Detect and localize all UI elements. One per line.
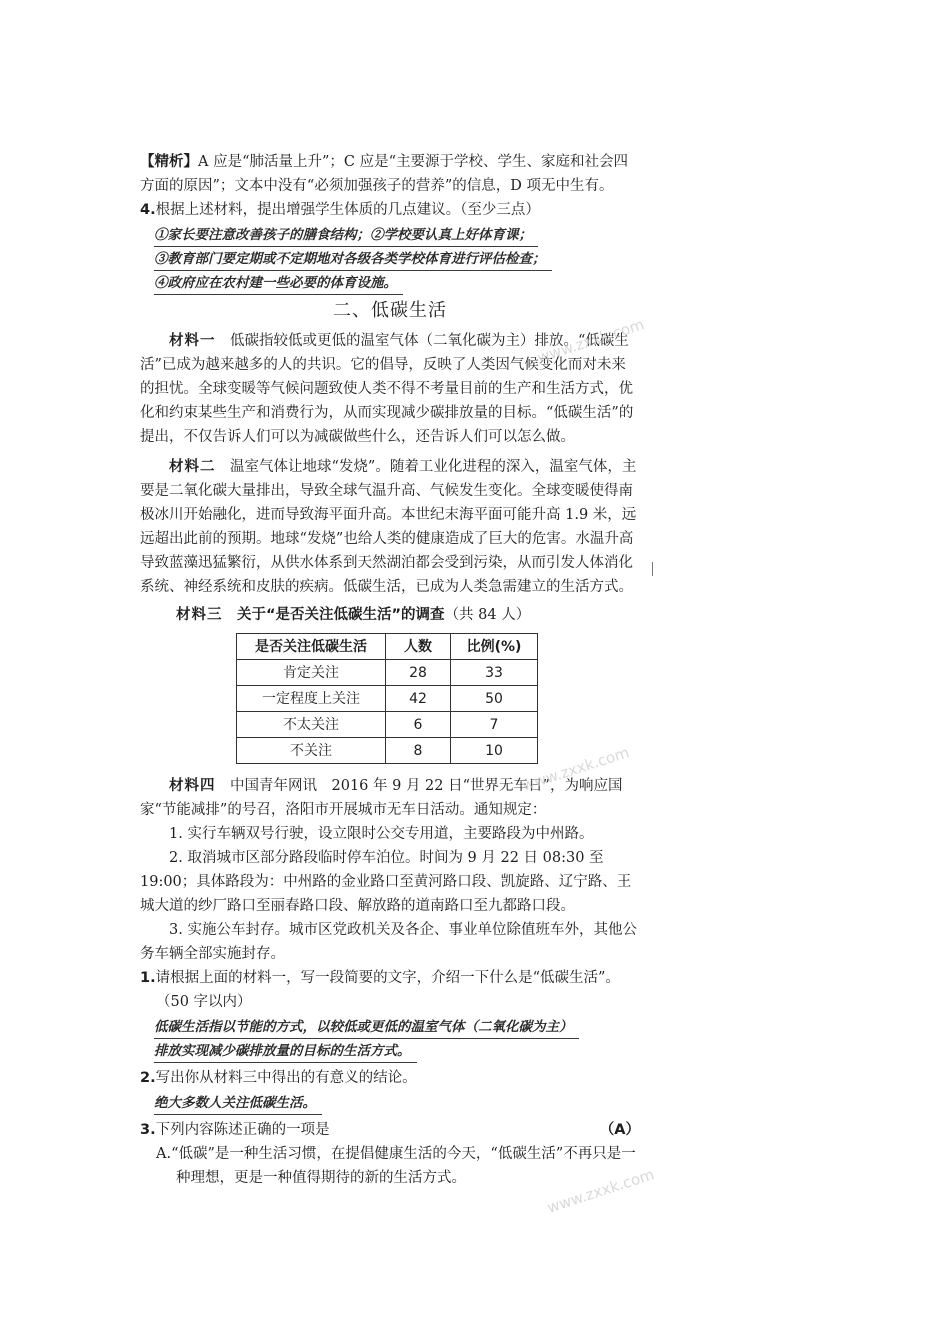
answer-line: 排放实现减少碳排放量的目标的生活方式。: [154, 1040, 417, 1063]
table-cell: 8: [386, 738, 451, 764]
question-1-text: 请根据上面的材料一，写一段简要的文字，介绍一下什么是“低碳生活”。（50 字以内）: [155, 970, 620, 1010]
material-2: [140, 455, 640, 599]
material-2-text: 温室气体让地球“发烧”。随着工业化进程的深入，温室气体，主要是二氧化碳大量排出，导致全球气温升高、气候发生变化。全球变暖使得南极冰川开始融化，进而导致海平面升高。本世纪末海平面可能升高 1.9 米，远远超出此前的预期。地球“发烧”也给人类的健康造成了巨大的危害。水温升高导致蓝藻迅猛繁衍，从供水体系到天然湖泊都会受到污染，从而引发人体消化系统、神经系统和皮肤的疾病。低碳生活，已成为人类急需建立的生活方式。: [140, 459, 637, 595]
question-1-number: 1.: [140, 970, 156, 986]
watermark: www.zxxk.com: [544, 1165, 657, 1217]
survey-title: 关于“是否关注低碳生活”的调查: [237, 607, 445, 623]
material-4-item: 1. 实行车辆双号行驶，设立限时公交专用道，主要路段为中州路。: [169, 826, 594, 842]
material-2-label: 材料二: [169, 459, 216, 475]
table-cell: 10: [451, 738, 538, 764]
table-cell: 一定程度上关注: [237, 686, 386, 712]
question-3-text: 下列内容陈述正确的一项是: [155, 1122, 330, 1138]
table-header: 人数: [386, 634, 451, 660]
margin-mark: [652, 562, 653, 576]
table-row: [237, 738, 538, 764]
material-1-label: 材料一: [169, 333, 216, 349]
table-cell: 50: [451, 686, 538, 712]
table-row: [237, 712, 538, 738]
table-row: [237, 686, 538, 712]
question-2-number: 2.: [140, 1070, 156, 1086]
table-cell: 42: [386, 686, 451, 712]
table-row: [237, 660, 538, 686]
table-cell: 肯定关注: [237, 660, 386, 686]
question-3-number: 3.: [140, 1122, 156, 1138]
table-cell: 28: [386, 660, 451, 686]
table-cell: 7: [451, 712, 538, 738]
table-header: 是否关注低碳生活: [237, 634, 386, 660]
watermark: www.zxxk.com: [534, 315, 647, 367]
question-4-text: 根据上述材料，提出增强学生体质的几点建议。（至少三点）: [155, 202, 540, 218]
answer-line: ③教育部门要定期或不定期地对各级各类学校体育进行评估检查；: [154, 248, 552, 271]
question-3-answer: （A）: [599, 1122, 640, 1138]
analysis-text: A 应是“肺活量上升”；C 应是“主要源于学校、学生、家庭和社会四方面的原因”；文本中没有“必须加强孩子的营养”的信息，D 项无中生有。: [140, 154, 629, 194]
table-cell: 6: [386, 712, 451, 738]
question-4-answers: [140, 223, 640, 295]
survey-table: [236, 633, 538, 764]
material-4-item: 2. 取消城市区部分路段临时停车泊位。时间为 9 月 22 日 08:30 至 19:00；具体路段为：中州路的金业路口至黄河路口段、凯旋路、辽宁路、王城大道的纱厂路口至丽春路口段、解放路的道南路口至九都路口段。: [140, 850, 632, 914]
material-1: [140, 329, 640, 449]
material-3-caption: [140, 603, 640, 627]
question-3: [140, 1118, 640, 1142]
analysis-paragraph: [140, 150, 640, 198]
material-4-intro: 中国青年网讯 2016 年 9 月 22 日“世界无车日”，为响应国家“节能减排”的号召，洛阳市开展城市无车日活动。通知规定：: [140, 778, 623, 818]
page-content: [140, 150, 640, 1190]
answer-line: ④政府应在农村建一些必要的体育设施。: [154, 272, 403, 295]
table-cell: 不关注: [237, 738, 386, 764]
answer-line: 绝大多数人关注低碳生活。: [154, 1092, 322, 1115]
question-2-text: 写出你从材料三中得出的有意义的结论。: [155, 1070, 417, 1086]
question-4: [140, 198, 640, 222]
table-header-row: [237, 634, 538, 660]
material-1-text: 低碳指较低或更低的温室气体（二氧化碳为主）排放。“低碳生活”已成为越来越多的人的共识。它的倡导，反映了人类因气候变化而对未来的担忧。全球变暖等气候问题致使人类不得不考量目前的生产和生活方式，优化和约束某些生产和消费行为，从而实现减少碳排放量的目标。“低碳生活”的提出，不仅告诉人们可以为减碳做些什么，还告诉人们可以怎么做。: [140, 333, 634, 445]
answer-line: 低碳生活指以节能的方式，以较低或更低的温室气体（二氧化碳为主）: [154, 1016, 579, 1039]
section-title: 二、低碳生活: [333, 300, 447, 321]
answer-line: ①家长要注意改善孩子的膳食结构；②学校要认真上好体育课；: [154, 224, 538, 247]
table-cell: 不太关注: [237, 712, 386, 738]
watermark: www.zxxk.com: [519, 743, 632, 795]
survey-count: （共 84 人）: [444, 607, 531, 623]
material-4-item: 3. 实施公车封存。城市区党政机关及各企、事业单位除值班车外，其他公务车辆全部实施封存。: [140, 922, 637, 962]
question-4-number: 4.: [140, 202, 156, 218]
table-cell: 33: [451, 660, 538, 686]
material-4-label: 材料四: [169, 778, 216, 794]
question-3-option-a: A.“低碳”是一种生活习惯，在提倡健康生活的今天，“低碳生活”不再只是一种理想，更是一种值得期待的新的生活方式。: [156, 1146, 636, 1186]
analysis-label: 【精析】: [140, 153, 198, 170]
question-1-answers: [140, 1015, 640, 1063]
table-header: 比例(%): [451, 634, 538, 660]
question-2: [140, 1066, 640, 1090]
question-1: [140, 966, 640, 1014]
question-2-answers: [140, 1091, 640, 1115]
material-4: [140, 774, 640, 822]
material-3-label: 材料三: [176, 607, 223, 623]
